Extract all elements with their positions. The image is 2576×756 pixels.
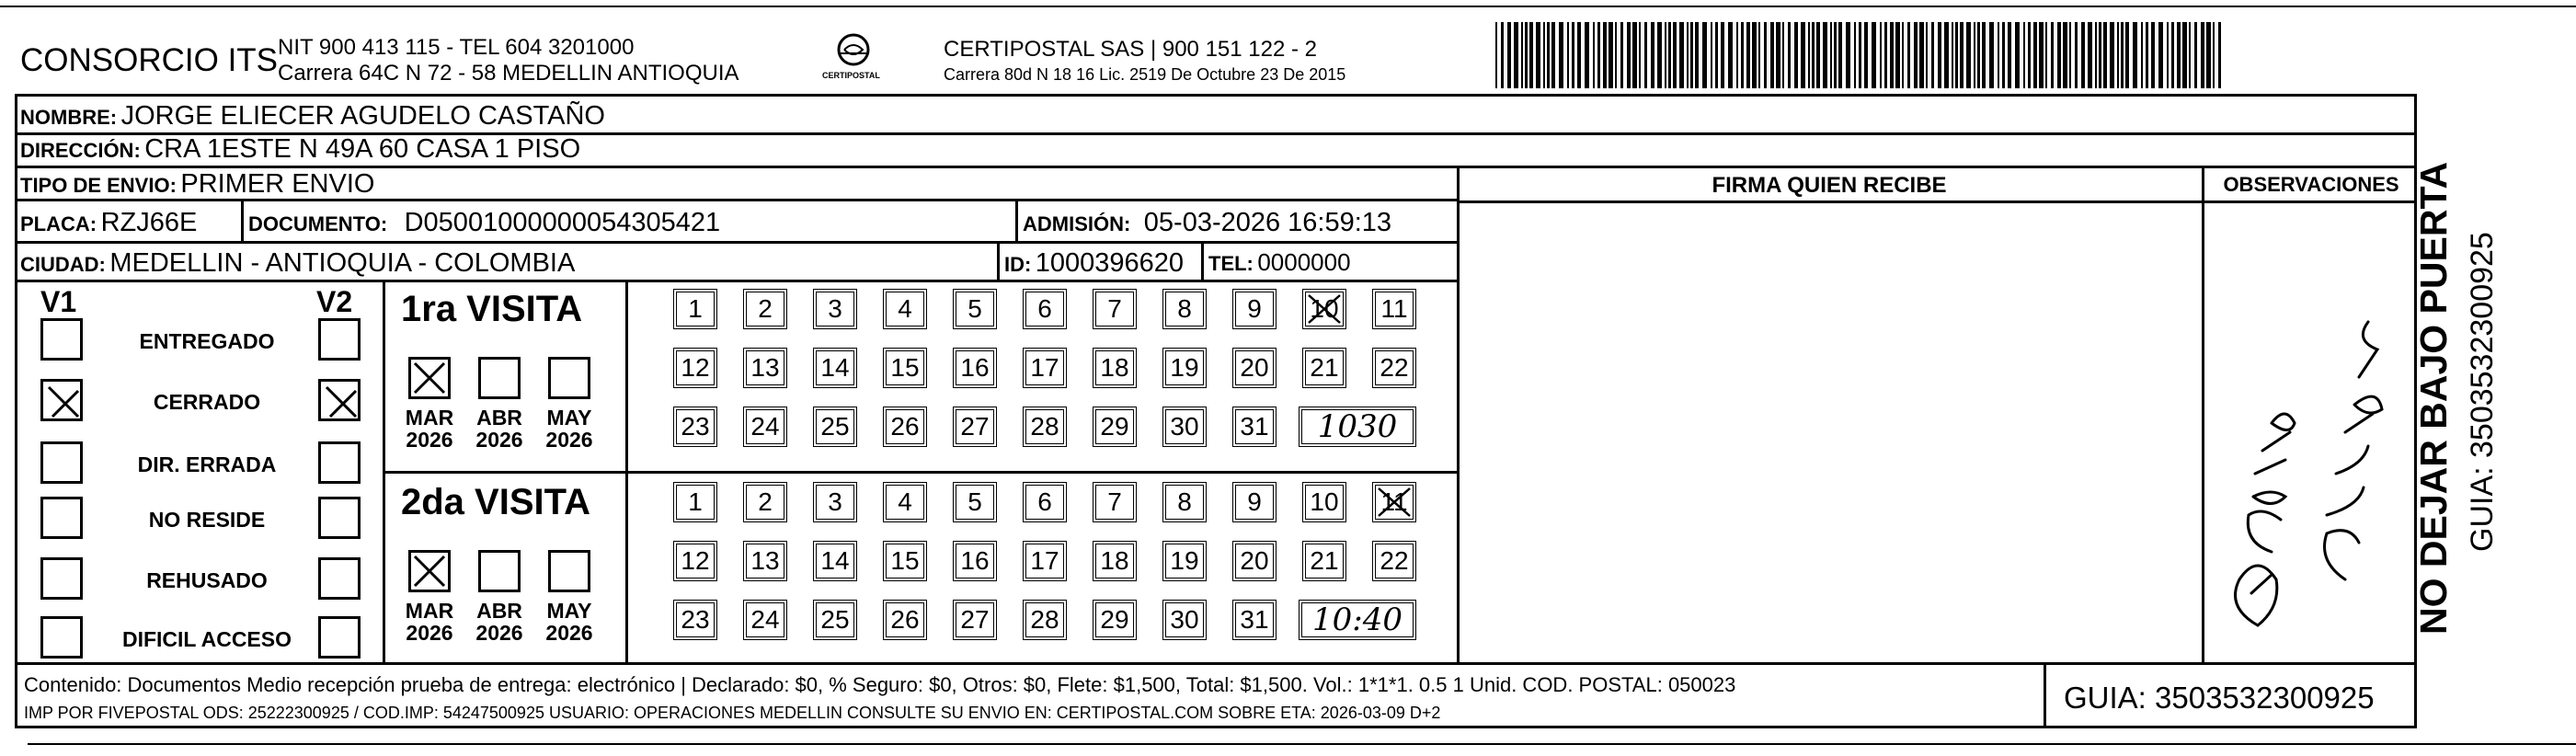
barcode-bar bbox=[2057, 22, 2061, 88]
month-label bbox=[397, 600, 462, 644]
barcode-bar bbox=[2189, 22, 2191, 88]
barcode-bar bbox=[1770, 22, 1774, 88]
barcode-bar bbox=[2088, 22, 2092, 88]
carrier-line-1: CERTIPOSTAL SAS | 900 151 122 - 2 bbox=[944, 37, 1317, 62]
barcode-bar bbox=[1902, 22, 1904, 88]
barcode-bar bbox=[1938, 22, 1941, 88]
name-row bbox=[20, 103, 605, 130]
month-checkbox[interactable] bbox=[408, 550, 451, 592]
status-label: CERRADO bbox=[153, 390, 261, 414]
day-box[interactable]: 26 bbox=[883, 600, 927, 640]
day-box[interactable]: 19 bbox=[1162, 541, 1207, 581]
barcode-bar bbox=[2015, 22, 2020, 88]
admission-value: 05-03-2026 16:59:13 bbox=[1143, 208, 1392, 237]
barcode-bar bbox=[2023, 22, 2025, 88]
barcode-bar bbox=[1507, 22, 1511, 88]
barcode-bar bbox=[1715, 22, 1718, 88]
month-name: MAY bbox=[546, 599, 592, 623]
barcode-bar bbox=[1808, 22, 1810, 88]
v1-checkbox[interactable] bbox=[40, 557, 83, 600]
barcode-bar bbox=[1529, 22, 1533, 88]
admission-label: ADMISIÓN: bbox=[1023, 212, 1131, 235]
check-mark-icon bbox=[1306, 292, 1343, 326]
send-type-row bbox=[20, 171, 374, 198]
name-label: NOMBRE: bbox=[20, 106, 118, 129]
status-label: DIR. ERRADA bbox=[137, 452, 277, 476]
barcode-bar bbox=[1695, 22, 1699, 88]
recipient-name: JORGE ELIECER AGUDELO CASTAÑO bbox=[120, 101, 605, 131]
visit-time[interactable]: 10:40 bbox=[1299, 600, 1416, 640]
footer-rule bbox=[15, 662, 2417, 665]
barcode-bar bbox=[1955, 22, 1958, 88]
barcode-bar bbox=[2133, 22, 2137, 88]
day-box[interactable]: 5 bbox=[953, 289, 997, 329]
barcode-bar bbox=[2028, 22, 2031, 88]
day-box[interactable]: 15 bbox=[883, 348, 927, 388]
id-field bbox=[1004, 250, 1184, 277]
day-box[interactable]: 1 bbox=[673, 289, 717, 329]
visit-time[interactable]: 1030 bbox=[1299, 407, 1416, 447]
v2-checkbox[interactable] bbox=[318, 497, 361, 539]
row-divider-5 bbox=[15, 280, 1457, 282]
month-year: 2026 bbox=[545, 428, 593, 452]
barcode-bar bbox=[1495, 22, 1497, 88]
id-label: ID: bbox=[1004, 253, 1032, 276]
barcode-bar bbox=[1788, 22, 1791, 88]
day-box[interactable]: 21 bbox=[1302, 348, 1346, 388]
barcode-bar bbox=[1711, 22, 1712, 88]
day-box[interactable]: 3 bbox=[813, 482, 857, 522]
plate-divider bbox=[241, 199, 244, 241]
day-box[interactable]: 7 bbox=[1093, 289, 1137, 329]
barcode-bar bbox=[2201, 22, 2204, 88]
tel-label: TEL: bbox=[1208, 252, 1254, 275]
barcode-bar bbox=[2182, 22, 2187, 88]
day-box[interactable]: 25 bbox=[813, 600, 857, 640]
barcode-bar bbox=[1585, 22, 1589, 88]
barcode-bar bbox=[1895, 22, 1900, 88]
barcode-bar bbox=[1989, 22, 1994, 88]
v2-header: V2 bbox=[316, 285, 353, 318]
barcode-bar bbox=[1597, 22, 1600, 88]
month-label bbox=[537, 407, 601, 451]
month-year: 2026 bbox=[545, 621, 593, 646]
check-mark-icon bbox=[411, 360, 448, 396]
day-box[interactable]: 23 bbox=[673, 600, 717, 640]
barcode-bar bbox=[1668, 22, 1671, 88]
v1-checkbox[interactable] bbox=[40, 441, 83, 484]
day-box[interactable]: 12 bbox=[673, 348, 717, 388]
barcode-bar bbox=[1644, 22, 1647, 88]
barcode-bar bbox=[1974, 22, 1975, 88]
v1-header: V1 bbox=[40, 285, 77, 318]
side-header-rule bbox=[1457, 200, 2417, 203]
month-name: MAR bbox=[405, 406, 454, 430]
day-box[interactable]: 10 bbox=[1302, 482, 1346, 522]
barcode-bar bbox=[1547, 22, 1550, 88]
barcode-bar bbox=[2167, 22, 2169, 88]
barcode-bar bbox=[2110, 22, 2114, 88]
barcode-bar bbox=[1521, 22, 1523, 88]
day-box[interactable]: 27 bbox=[953, 600, 997, 640]
barcode-bar bbox=[1872, 22, 1876, 88]
month-label bbox=[537, 600, 601, 644]
tel-divider bbox=[1201, 241, 1204, 280]
v2-checkbox[interactable] bbox=[318, 318, 361, 361]
barcode-bar bbox=[2099, 22, 2101, 88]
barcode-bar bbox=[1736, 22, 1738, 88]
barcode-bar bbox=[2146, 22, 2148, 88]
day-box[interactable]: 11 bbox=[1372, 289, 1416, 329]
check-mark-icon bbox=[43, 382, 84, 422]
v1-checkbox[interactable] bbox=[40, 379, 83, 421]
day-box[interactable]: 4 bbox=[883, 289, 927, 329]
barcode-bar bbox=[1834, 22, 1837, 88]
barcode-bar bbox=[2069, 22, 2071, 88]
barcode-bar bbox=[2063, 22, 2067, 88]
day-box[interactable]: 10 bbox=[1302, 289, 1346, 329]
day-box[interactable]: 13 bbox=[743, 541, 787, 581]
barcode-bar bbox=[1665, 22, 1666, 88]
day-box[interactable]: 16 bbox=[953, 541, 997, 581]
month-checkbox[interactable] bbox=[548, 550, 590, 592]
barcode-bar bbox=[1864, 22, 1868, 88]
barcode-bar bbox=[1914, 22, 1918, 88]
barcode-bar bbox=[1854, 22, 1856, 88]
barcode-bar bbox=[1846, 22, 1850, 88]
month-label bbox=[467, 407, 532, 451]
v1-checkbox[interactable] bbox=[40, 497, 83, 539]
barcode-bar bbox=[1764, 22, 1767, 88]
day-box[interactable]: 7 bbox=[1093, 482, 1137, 522]
barcode-bar bbox=[1657, 22, 1662, 88]
v2-checkbox[interactable] bbox=[318, 441, 361, 484]
barcode-bar bbox=[1728, 22, 1733, 88]
barcode-bar bbox=[1794, 22, 1798, 88]
day-box[interactable]: 18 bbox=[1093, 348, 1137, 388]
barcode-bar bbox=[1536, 22, 1540, 88]
day-box[interactable]: 4 bbox=[883, 482, 927, 522]
barcode-bar bbox=[1838, 22, 1842, 88]
barcode-bar bbox=[1816, 22, 1820, 88]
barcode-bar bbox=[1627, 22, 1631, 88]
day-box[interactable]: 18 bbox=[1093, 541, 1137, 581]
day-box[interactable]: 12 bbox=[673, 541, 717, 581]
barcode-bar bbox=[1982, 22, 1986, 88]
check-mark-icon bbox=[321, 382, 361, 422]
barcode-bar bbox=[1639, 22, 1641, 88]
footer-guia: GUIA: 3503532300925 bbox=[2064, 681, 2375, 715]
barcode-bar bbox=[1702, 22, 1707, 88]
month-checkbox[interactable] bbox=[478, 357, 521, 399]
barcode-bar bbox=[1514, 22, 1518, 88]
day-box[interactable]: 6 bbox=[1023, 289, 1067, 329]
barcode-bar bbox=[1823, 22, 1827, 88]
row-divider-2 bbox=[15, 166, 2417, 168]
month-name: ABR bbox=[476, 599, 522, 623]
day-box[interactable]: 26 bbox=[883, 407, 927, 447]
day-box[interactable]: 2 bbox=[743, 482, 787, 522]
barcode-bar bbox=[2117, 22, 2119, 88]
v2-checkbox[interactable] bbox=[318, 557, 361, 600]
id-divider bbox=[997, 241, 1000, 280]
second-visit-title: 2da VISITA bbox=[401, 482, 590, 522]
barcode-bar bbox=[2051, 22, 2054, 88]
month-name: MAY bbox=[546, 406, 592, 430]
plate-field bbox=[20, 210, 197, 236]
company-name: CONSORCIO ITS bbox=[20, 42, 279, 78]
day-box[interactable]: 14 bbox=[813, 541, 857, 581]
footer-line-2: IMP POR FIVEPOSTAL ODS: 25222300925 / COD.IMP: 54247500925 USUARIO: OPERACIONES MEDELLIN CONSULTE SU ENVIO EN: CERTIPOSTAL.COM SOBRE ETA: 2026-03-09 D+2 bbox=[24, 704, 1441, 722]
certipostal-logo bbox=[807, 31, 899, 86]
month-year: 2026 bbox=[475, 621, 523, 646]
footer-guia-divider bbox=[2044, 662, 2046, 728]
barcode-bar bbox=[1746, 22, 1750, 88]
barcode-bar bbox=[1615, 22, 1617, 88]
barcode-bar bbox=[2206, 22, 2211, 88]
month-checkbox[interactable] bbox=[548, 357, 590, 399]
plate-value: RZJ66E bbox=[100, 208, 198, 237]
document-value: D05001000000054305421 bbox=[404, 208, 721, 237]
document-label: DOCUMENTO: bbox=[248, 212, 388, 235]
barcode-bar bbox=[1577, 22, 1581, 88]
day-box[interactable]: 30 bbox=[1162, 407, 1207, 447]
barcode-bar bbox=[1721, 22, 1724, 88]
day-box[interactable]: 30 bbox=[1162, 600, 1207, 640]
observations-header: OBSERVACIONES bbox=[2223, 173, 2399, 196]
day-box[interactable]: 9 bbox=[1232, 289, 1277, 329]
barcode-bar bbox=[1752, 22, 1757, 88]
barcode-bar bbox=[1567, 22, 1569, 88]
barcode-bar bbox=[1926, 22, 1928, 88]
barcode-bar bbox=[1977, 22, 1980, 88]
barcode-bar bbox=[1952, 22, 1953, 88]
outer-bottom-rule bbox=[28, 743, 2576, 745]
barcode-bar bbox=[1776, 22, 1780, 88]
signature-column-divider bbox=[1457, 166, 1460, 662]
barcode-bar bbox=[2177, 22, 2181, 88]
day-box[interactable]: 22 bbox=[1372, 348, 1416, 388]
day-box[interactable]: 16 bbox=[953, 348, 997, 388]
v2-checkbox[interactable] bbox=[318, 616, 361, 659]
barcode-bar bbox=[1907, 22, 1910, 88]
barcode-bar bbox=[2095, 22, 2097, 88]
footer-line-1: Contenido: Documentos Medio recepción prueba de entrega: electrónico | Declarado: $0, % Seguro: $0, Otros: $0, Flete: $1,500, Total: $1,500. Vol.: 1*1*1. 0.5 1 Unid. COD. POSTAL: 050023 bbox=[24, 673, 1736, 696]
address-row bbox=[20, 136, 580, 163]
barcode-bar bbox=[2125, 22, 2129, 88]
top-rule bbox=[0, 6, 2576, 7]
barcode-bar bbox=[1609, 22, 1613, 88]
barcode-bar bbox=[1859, 22, 1861, 88]
day-box[interactable]: 29 bbox=[1093, 407, 1137, 447]
barcode-bar bbox=[1632, 22, 1637, 88]
address-label: DIRECCIÓN: bbox=[20, 139, 141, 162]
day-box[interactable]: 8 bbox=[1162, 482, 1207, 522]
day-box[interactable]: 11 bbox=[1372, 482, 1416, 522]
visit-divider bbox=[383, 471, 1457, 474]
barcode-bar bbox=[1651, 22, 1654, 88]
barcode-bar bbox=[2081, 22, 2085, 88]
barcode-bar bbox=[1880, 22, 1882, 88]
city-label: CIUDAD: bbox=[20, 253, 106, 276]
day-box[interactable]: 8 bbox=[1162, 289, 1207, 329]
day-box[interactable]: 14 bbox=[813, 348, 857, 388]
day-box[interactable]: 13 bbox=[743, 348, 787, 388]
logo-text: CERTIPOSTAL bbox=[822, 71, 880, 80]
barcode-bar bbox=[1559, 22, 1563, 88]
v1-checkbox[interactable] bbox=[40, 318, 83, 361]
day-box[interactable]: 20 bbox=[1232, 541, 1277, 581]
barcode-bar bbox=[1501, 22, 1504, 88]
day-box[interactable]: 6 bbox=[1023, 482, 1067, 522]
month-checkbox[interactable] bbox=[478, 550, 521, 592]
month-label bbox=[467, 600, 532, 644]
barcode-bar bbox=[2158, 22, 2163, 88]
v1-checkbox[interactable] bbox=[40, 616, 83, 659]
id-value: 1000396620 bbox=[1035, 248, 1185, 278]
barcode-bar bbox=[2033, 22, 2037, 88]
vertical-warning: NO DEJAR BAJO PUERTA bbox=[2412, 161, 2455, 635]
barcode-bar bbox=[2103, 22, 2107, 88]
send-type-label: TIPO DE ENVIO: bbox=[20, 174, 177, 197]
company-line-2: Carrera 64C N 72 - 58 MEDELLIN ANTIOQUIA bbox=[278, 61, 739, 86]
day-box[interactable]: 1 bbox=[673, 482, 717, 522]
day-box[interactable]: 22 bbox=[1372, 541, 1416, 581]
day-box[interactable]: 27 bbox=[953, 407, 997, 447]
vertical-guia: GUIA: 3503532300925 bbox=[2465, 232, 2500, 552]
day-box[interactable]: 17 bbox=[1023, 348, 1067, 388]
recipient-address: CRA 1ESTE N 49A 60 CASA 1 PISO bbox=[144, 134, 581, 164]
day-box[interactable]: 25 bbox=[813, 407, 857, 447]
check-mark-icon bbox=[1376, 486, 1413, 519]
barcode-bar bbox=[1801, 22, 1805, 88]
v2-checkbox[interactable] bbox=[318, 379, 361, 421]
company-line-1: NIT 900 413 115 - TEL 604 3201000 bbox=[278, 35, 635, 60]
day-box[interactable]: 28 bbox=[1023, 600, 1067, 640]
day-box[interactable]: 20 bbox=[1232, 348, 1277, 388]
barcode-bar bbox=[1572, 22, 1574, 88]
carrier-line-2: Carrera 80d N 18 16 Lic. 2519 De Octubre 23 De 2015 bbox=[944, 65, 1346, 84]
barcode-bar bbox=[1830, 22, 1832, 88]
first-visit-title: 1ra VISITA bbox=[401, 289, 583, 329]
barcode-bar bbox=[2213, 22, 2215, 88]
barcode-bar bbox=[1998, 22, 1999, 88]
handwritten-observation bbox=[2207, 276, 2410, 644]
day-box[interactable]: 15 bbox=[883, 541, 927, 581]
barcode-bar bbox=[2171, 22, 2174, 88]
admission-field bbox=[1023, 210, 1391, 236]
status-label: ENTREGADO bbox=[139, 329, 275, 353]
row-divider-4 bbox=[15, 241, 1457, 244]
barcode-bar bbox=[1966, 22, 1971, 88]
admission-divider bbox=[1015, 199, 1018, 241]
day-box[interactable]: 19 bbox=[1162, 348, 1207, 388]
barcode-bar bbox=[1603, 22, 1607, 88]
barcode-bar bbox=[2121, 22, 2124, 88]
barcode-bar bbox=[1741, 22, 1744, 88]
barcode-bar bbox=[1931, 22, 1934, 88]
send-type-value: PRIMER ENVIO bbox=[180, 169, 375, 199]
barcode-bar bbox=[2194, 22, 2197, 88]
barcode-bar bbox=[2039, 22, 2044, 88]
barcode-bar bbox=[1690, 22, 1693, 88]
months-divider bbox=[625, 280, 628, 662]
day-box[interactable]: 21 bbox=[1302, 541, 1346, 581]
barcode-bar bbox=[2141, 22, 2143, 88]
day-box[interactable]: 23 bbox=[673, 407, 717, 447]
city-value: MEDELLIN - ANTIOQUIA - COLOMBIA bbox=[109, 248, 576, 278]
document-field bbox=[248, 210, 720, 236]
barcode-bar bbox=[2008, 22, 2011, 88]
barcode-bar bbox=[1687, 22, 1689, 88]
barcode-bar bbox=[1960, 22, 1963, 88]
day-box[interactable]: 28 bbox=[1023, 407, 1067, 447]
day-box[interactable]: 29 bbox=[1093, 600, 1137, 640]
barcode-bar bbox=[1919, 22, 1924, 88]
month-name: MAR bbox=[405, 599, 454, 623]
barcode-bar bbox=[1620, 22, 1623, 88]
month-label bbox=[397, 407, 462, 451]
barcode-bar bbox=[1758, 22, 1760, 88]
status-label: DIFICIL ACCESO bbox=[121, 627, 292, 651]
month-year: 2026 bbox=[406, 428, 453, 452]
barcode-bar bbox=[2075, 22, 2078, 88]
barcode-bar bbox=[2218, 22, 2221, 88]
barcode-bar bbox=[1890, 22, 1894, 88]
barcode-bar bbox=[1812, 22, 1815, 88]
day-box[interactable]: 17 bbox=[1023, 541, 1067, 581]
plate-label: PLACA: bbox=[20, 212, 97, 235]
status-label: REHUSADO bbox=[146, 568, 268, 592]
observations-column-divider bbox=[2202, 166, 2204, 662]
barcode-bar bbox=[2002, 22, 2005, 88]
barcode-bar bbox=[1593, 22, 1595, 88]
day-box[interactable]: 3 bbox=[813, 289, 857, 329]
day-box[interactable]: 24 bbox=[743, 407, 787, 447]
day-box[interactable]: 31 bbox=[1232, 407, 1277, 447]
tel-value: 0000000 bbox=[1257, 248, 1351, 276]
barcode-bar bbox=[1679, 22, 1684, 88]
barcode-bar bbox=[1551, 22, 1555, 88]
barcode-bar bbox=[1525, 22, 1528, 88]
day-box[interactable]: 2 bbox=[743, 289, 787, 329]
month-year: 2026 bbox=[475, 428, 523, 452]
barcode-bar bbox=[1944, 22, 1949, 88]
barcode-bar bbox=[1673, 22, 1677, 88]
day-box[interactable]: 31 bbox=[1232, 600, 1277, 640]
check-mark-icon bbox=[411, 553, 448, 590]
barcode bbox=[1495, 22, 2226, 88]
month-checkbox[interactable] bbox=[408, 357, 451, 399]
barcode-bar bbox=[1543, 22, 1545, 88]
day-box[interactable]: 5 bbox=[953, 482, 997, 522]
day-box[interactable]: 9 bbox=[1232, 482, 1277, 522]
tel-field bbox=[1208, 250, 1351, 274]
status-label: NO RESIDE bbox=[148, 508, 266, 532]
city-field bbox=[20, 250, 575, 277]
barcode-bar bbox=[1782, 22, 1784, 88]
barcode-bar bbox=[2045, 22, 2047, 88]
barcode-bar bbox=[2151, 22, 2155, 88]
signature-header: FIRMA QUIEN RECIBE bbox=[1712, 173, 1947, 198]
month-name: ABR bbox=[476, 406, 522, 430]
barcode-bar bbox=[1884, 22, 1887, 88]
row-divider-3 bbox=[15, 199, 1457, 201]
month-year: 2026 bbox=[406, 621, 453, 646]
day-box[interactable]: 24 bbox=[743, 600, 787, 640]
